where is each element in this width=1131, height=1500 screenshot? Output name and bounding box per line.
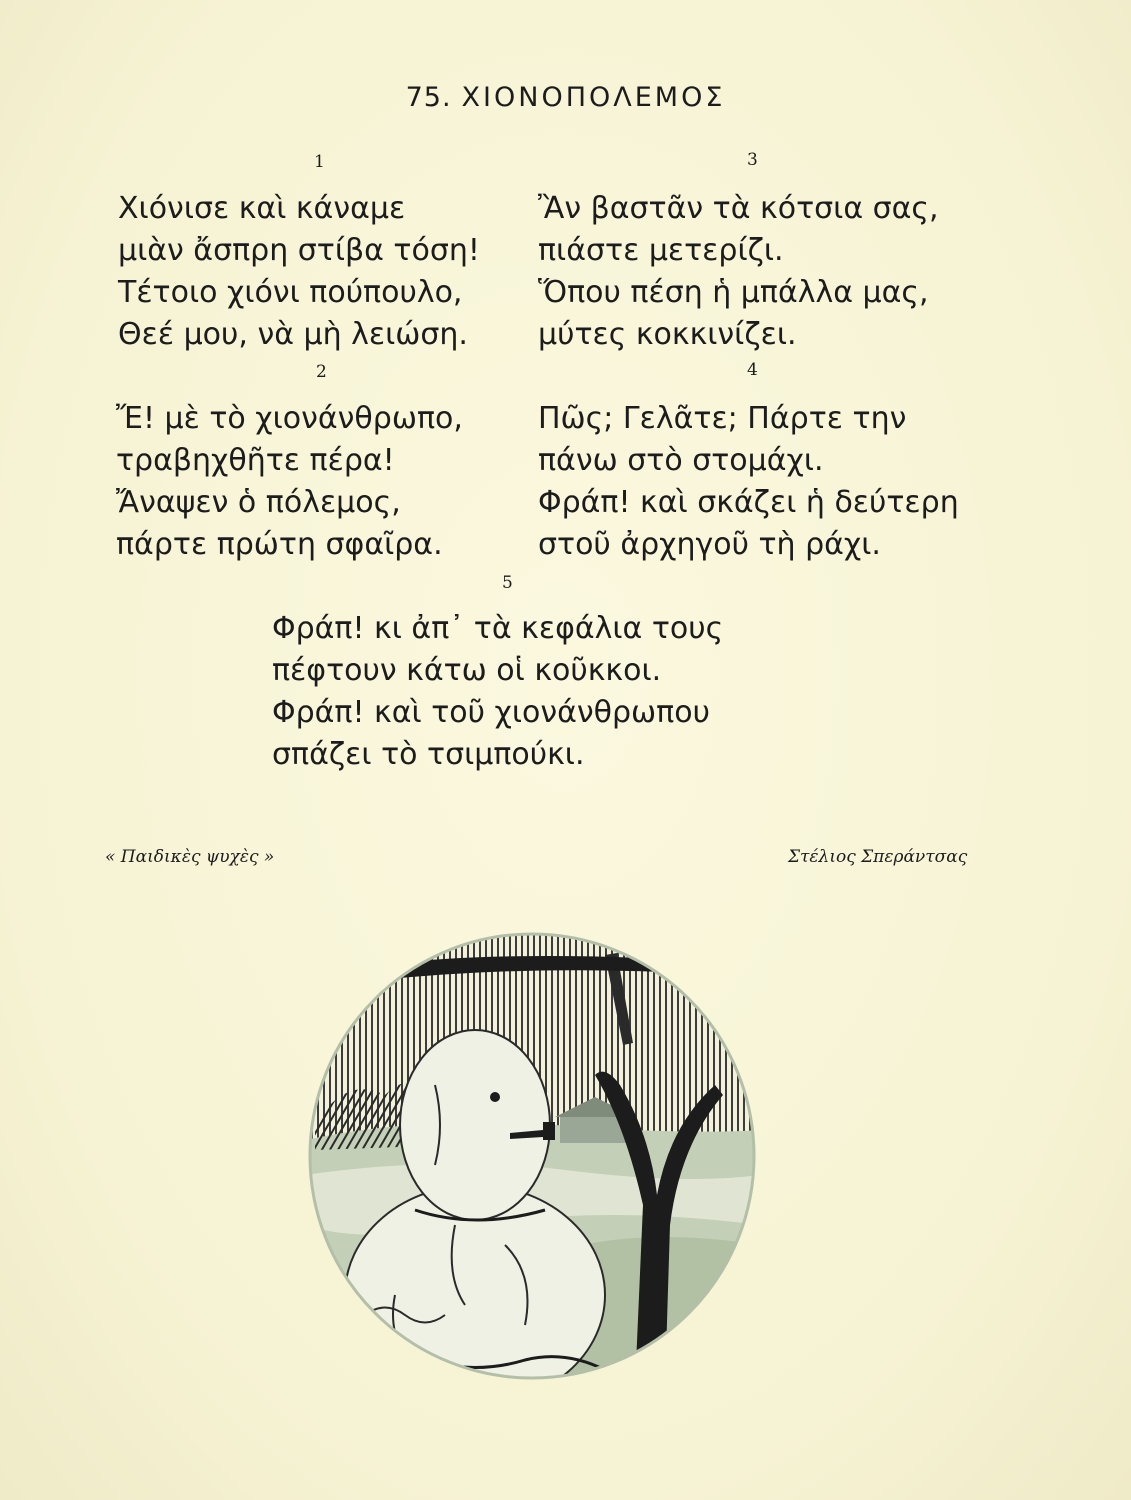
author-name: Στέλιος Σπεράντσας (788, 847, 968, 867)
stanza-2 (116, 398, 463, 566)
verse-line: Ὅπου πέση ἡ μπάλλα μας, (538, 275, 929, 310)
verse-line: Ἄναψεν ὁ πόλεμος, (116, 485, 401, 520)
stanza-1 (118, 188, 480, 356)
verse-line: Πῶς; Γελᾶτε; Πάρτε την (538, 401, 907, 436)
stanza-number: 4 (747, 360, 758, 380)
verse-line: Χιόνισε καὶ κάναμε (118, 191, 406, 226)
stanza-number: 2 (316, 362, 327, 382)
verse-line: πάρτε πρώτη σφαῖρα. (116, 527, 443, 562)
verse-line: Ἔ! μὲ τὸ χιονάνθρωπο, (116, 401, 463, 436)
verse-line: Φράπ! καὶ σκάζει ἡ δεύτερη (538, 485, 959, 520)
verse-line: μιὰν ἄσπρη στίβα τόση! (118, 233, 480, 268)
verse-line: Τέτοιο χιόνι πούπουλο, (118, 275, 463, 310)
stanza-number: 3 (747, 150, 758, 170)
stanza-3 (538, 188, 939, 356)
verse-line: μύτες κοκκινίζει. (538, 317, 797, 352)
verse-line: Θεέ μου, νὰ μὴ λειώση. (118, 317, 468, 352)
verse-line: πάνω στὸ στομάχι. (538, 443, 824, 478)
poem-title-text: ΧΙΟΝΟΠΟΛΕΜΟΣ (461, 82, 726, 113)
stanza-number: 5 (502, 573, 513, 593)
verse-line: πέφτουν κάτω οἱ κοῦκκοι. (272, 653, 662, 688)
verse-line: Φράπ! καὶ τοῦ χιονάνθρωπου (272, 695, 710, 730)
poem-number: 75. (405, 82, 452, 113)
verse-line: σπάζει τὸ τσιμπούκι. (272, 737, 585, 772)
source-citation: « Παιδικὲς ψυχὲς » (105, 847, 275, 867)
verse-line: πιάστε μετερίζι. (538, 233, 784, 268)
snowman-illustration (305, 925, 760, 1387)
verse-line: Ἂν βαστᾶν τὰ κότσια σας, (538, 191, 939, 226)
stanza-number: 1 (314, 152, 325, 172)
stanza-5 (272, 608, 723, 776)
poem-title (0, 82, 1131, 113)
stanza-4 (538, 398, 959, 566)
verse-line: στοῦ ἀρχηγοῦ τὴ ράχι. (538, 527, 881, 562)
verse-line: τραβηχθῆτε πέρα! (116, 443, 395, 478)
verse-line: Φράπ! κι ἀπ᾿ τὰ κεφάλια τους (272, 611, 724, 646)
